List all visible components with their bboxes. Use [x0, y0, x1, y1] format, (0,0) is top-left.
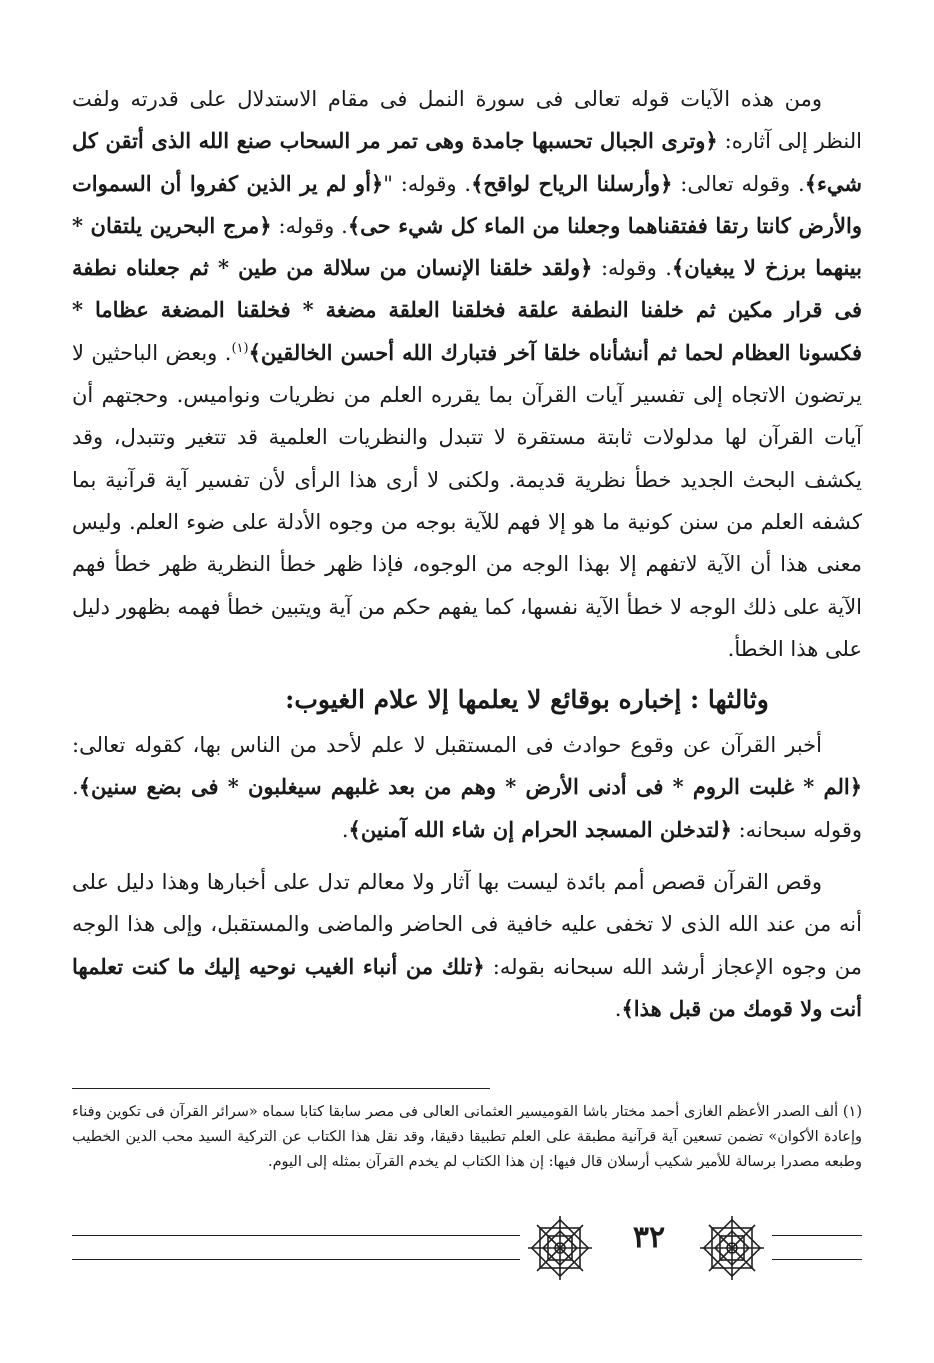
p1-text: . وبعض الباحثين لا يرتضون الاتجاه إلى تفسير آيات القرآن بما يقرره العلم من نظريات ونواميس. وحجتهم أن آيات القرآن لها مدلولات ثابتة مستقرة لا تتبدل والنظريات العلمية قد تتغير وتتبدل، وقد يكشف البحث الجديد خطأ نظرية قديمة. ولكنى لا أرى هذا الرأى لأن تفسير آية قرآنية بما كشفه العلم من سنن كونية ما هو إلا فهم للآية بوجه من وجوه الأدلة على ضوء العلم. وليس معنى هذا أن الآية لاتفهم إلا بهذا الوجه من الوجوه، فإذا ظهر خطأ النظرية ظهر خطأ فهم الآية على ذلك الوجه لا خطأ الآية نفسها، كما يفهم حكم من آية ويتبين خطأ فهمه بظهور دليل على هذا الخطأ.	[72, 340, 862, 661]
eight-point-star-ornament-icon	[696, 1212, 768, 1284]
quran-verse: ﴿تلك من أنباء الغيب نوحيه إليك ما كنت تعلمها أنت ولا قومك من قبل هذا﴾	[72, 953, 862, 1021]
paragraph-2	[72, 724, 862, 851]
footer-rule	[72, 1235, 520, 1236]
p2-lead: أخبر القرآن عن وقوع حوادث فى المستقبل لا علم لأحد من الناس بها، كقوله تعالى:	[72, 733, 822, 758]
quran-verse: ﴿وترى الجبال تحسبها جامدة وهى تمر مر السحاب صنع الله الذى أتقن كل شيء﴾	[72, 128, 862, 196]
p1-text: . وقوله:	[592, 256, 672, 281]
p1-text: . وقوله:	[271, 213, 348, 238]
page-number: ٣٢	[632, 1220, 666, 1255]
eight-point-star-ornament-icon	[524, 1212, 596, 1284]
p1-lead: ومن هذه الآيات قوله تعالى فى سورة النمل فى مقام الاستدلال على قدرته ولفت النظر إلى آثاره:	[72, 87, 862, 154]
quran-verse: ﴿وأرسلنا الرياح لواقح﴾	[471, 170, 673, 196]
footer-rule	[772, 1235, 862, 1236]
p1-text: . وقوله: "	[383, 171, 472, 196]
footer-rule	[72, 1259, 520, 1260]
p2-text: .	[341, 817, 349, 842]
quran-verse: ﴿أو لم ير الذين كفروا أن السموات والأرض كانتا رتقا ففتقناهما وجعلنا من الماء كل شيء حى﴾	[72, 170, 862, 238]
p3-lead: وقص القرآن قصص أمم بائدة ليست بها آثار ولا معالم تدل على أخبارها وهذا دليل على أنه من عند الله الذى لا تخفى عليه خافية فى الحاضر والماضى والمستقبل، وإلى هذا الوجه من وجوه الإعجاز أرشد الله سبحانه بقوله:	[72, 870, 862, 979]
footnote-separator	[72, 1088, 490, 1089]
p3-text: .	[614, 996, 622, 1021]
section-heading: وثالثها : إخباره بوقائع لا يعلمها إلا علام الغيوب:	[285, 685, 769, 715]
p2-text: . وقوله سبحانه:	[72, 775, 862, 842]
quran-verse: ﴿مرج البحرين يلتقان * بينهما برزخ لا يبغيان﴾	[72, 212, 862, 281]
paragraph-1	[72, 78, 862, 670]
quran-verse: ﴿الم * غلبت الروم * فى أدنى الأرض * وهم من بعد غلبهم سيغلبون * فى بضع سنين﴾	[78, 774, 862, 800]
footnote-reference[interactable]: (١)	[231, 340, 249, 356]
p1-text: . وقوله تعالى:	[672, 171, 805, 196]
footer-rule	[772, 1259, 862, 1260]
page-footer	[72, 1212, 862, 1282]
footnote: (١) ألف الصدر الأعظم الغازى أحمد مختار باشا القوميسير العثمانى العالى فى مصر سابقا كتابا سماه «سرائر القرآن فى تكوين وفناء وإعادة الأكوان» تضمن تسعين آية قرآنية مطبقة على العلم تطبيقا دقيقا، وقد نقل هذا الكتاب عن التركية السيد محب الدين الخطيب وطبعه مصدرا برسالة للأمير شكيب أرسلان قال فيها: إن هذا الكتاب لم يخدم القرآن بمثله إلى اليوم.	[72, 1104, 862, 1170]
quran-verse: ﴿لتدخلن المسجد الحرام إن شاء الله آمنين﴾	[348, 816, 732, 842]
quran-verse: ﴿ولقد خلقنا الإنسان من سلالة من طين * ثم جعلناه نطفة فى قرار مكين ثم خلفنا النطفة علقة فخلقنا العلقة مضغة * فخلقنا المضغة عظاما * فكسونا العظام لحما ثم أنشأناه خلقا آخر فتبارك الله أحسن الخالقين﴾	[72, 255, 862, 365]
page-body	[72, 78, 862, 1030]
paragraph-3	[72, 861, 862, 1030]
